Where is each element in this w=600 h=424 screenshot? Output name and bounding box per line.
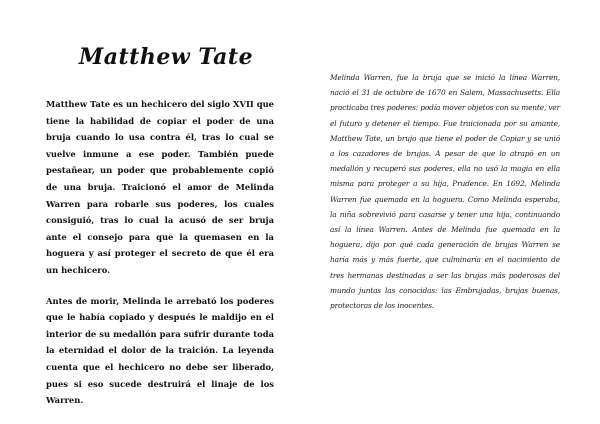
page-title: Matthew Tate	[78, 44, 254, 70]
paragraph-melinda-curse: Antes de morir, Melinda le arrebató los poderes que le había copiado y después le maldijo en el interior de su medallón para sufrir durante toda la eternidad el dolor de la traición. La leyenda cuenta que el hechicero no debe ser liberado, pues si eso sucede destruirá el linaje de los Warren.	[46, 295, 274, 406]
left-column	[46, 44, 274, 409]
paragraph-matthew-intro: Matthew Tate es un hechicero del siglo XVII que tiene la habilidad de copiar el poder de una bruja cuando lo usa contra él, tras lo cual se vuelve inmune a ese poder. También puede pestañear, un poder que probablemente copió de una bruja. Traicionó el amor de Melinda Warren para robarle sus poderes, los cuales consiguió, tras lo cual la acusó de ser bruja ante el consejo para que la quemasen en la hoguera y así proteger el secreto de que él era un hechicero.	[46, 99, 274, 275]
right-column-melinda-text: Melinda Warren, fue la bruja que se inició la línea Warren, nació el 31 de octubre de 1670 en Salem, Massachusetts. Ella practicaba tres poderes: podía mover objetos con su mente, ver el futuro y detener el tiempo. Fue traicionada por su amante, Matthew Tate, un brujo que tiene el poder de Copiar y se unió a los cazadores de brujas. A pesar de que lo atrapó en un medallón y recuperó sus poderes, ella no usó la magia en ella misma para proteger a su hija, Prudence. En 1692, Melinda Warren fue quemada en la hoguera. Como Melinda esperaba, la niña sobrevivió para casarse y tener una hija, continuando así la línea Warren. Antes de Melinda fue quemada en la hoguera, dijo por qué cada generación de brujas Warren se haría más y más fuerte, que culminaría en el nacimiento de tres hermanas destinadas a ser las brujas más poderosas del mundo juntas las conocidas: las Embrujadas, brujas buenas, protectoras de los inocentes.	[330, 73, 560, 311]
